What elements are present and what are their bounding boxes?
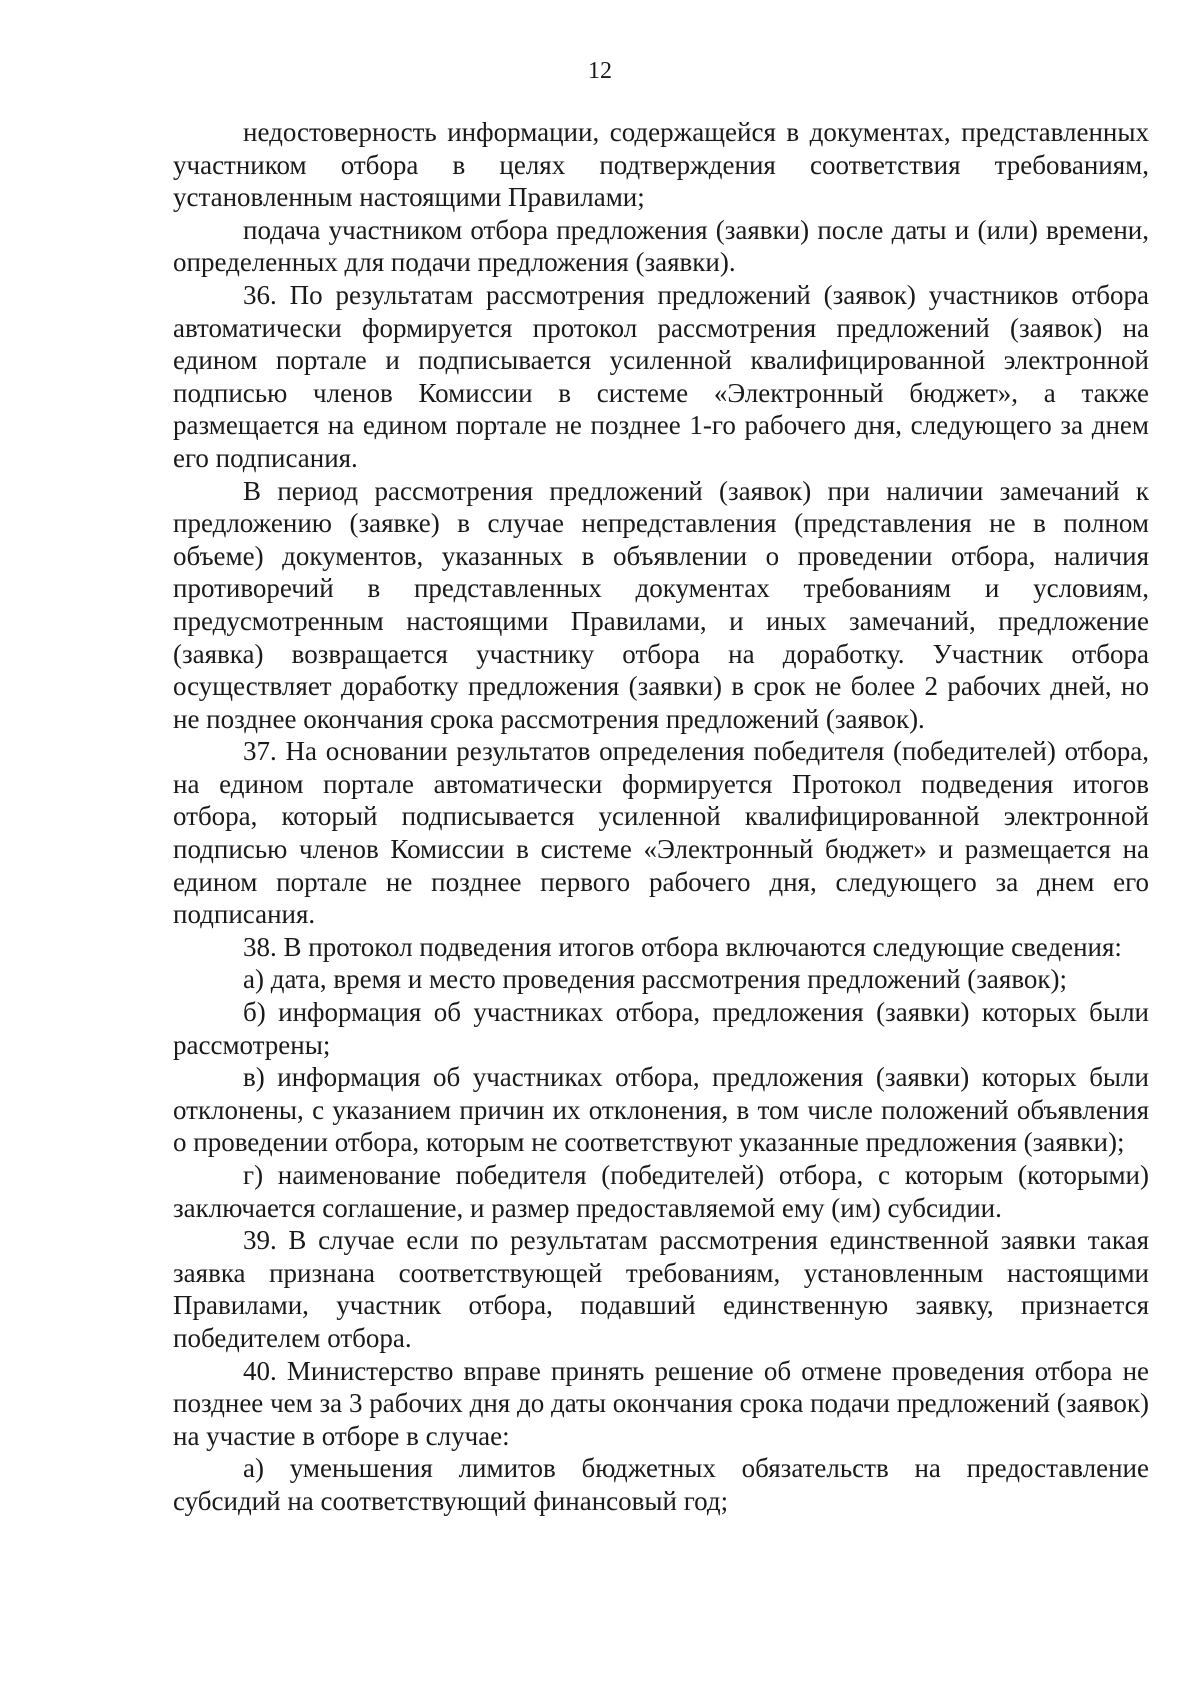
list-item-38-v: в) информация об участниках отбора, предложения (заявки) которых были отклонены, с указанием причин их отклонения, в том числе положений объявления о проведении отбора, которым не соответствуют указанные предложения (заявки); (173, 1062, 1149, 1158)
paragraph-36: 36. По результатам рассмотрения предложений (заявок) участников отбора автоматически формируется протокол рассмотрения предложений (заявок) на едином портале и подписывается усиленной квалифицированной электронной подписью членов Комиссии в системе «Электронный бюджет», а также размещается на едином портале не позднее 1-го рабочего дня, следующего за днем его подписания. (173, 279, 1149, 473)
paragraph-unreliable-information: недостоверность информации, содержащейся в документах, представленных участником отбора в целях подтверждения соответствия требованиям, установленным настоящими Правилами; (173, 117, 1149, 213)
paragraph-38: 38. В протокол подведения итогов отбора включаются следующие сведения: (243, 931, 1122, 962)
paragraph-late-submission: подача участником отбора предложения (заявки) после даты и (или) времени, определенных для подачи предложения (заявки). (173, 214, 1149, 278)
list-item-38-b: б) информация об участниках отбора, предложения (заявки) которых были рассмотрены; (173, 997, 1149, 1060)
list-item-38-g: г) наименование победителя (победителей) отбора, с которым (которыми) заключается соглашение, и размер предоставляемой ему (им) субсидии. (173, 1160, 1149, 1223)
list-item-40-a: а) уменьшения лимитов бюджетных обязательств на предоставление субсидий на соответствующий финансовый год; (173, 1453, 1149, 1516)
page-number: 12 (588, 58, 612, 84)
paragraph-39: 39. В случае если по результатам рассмотрения единственной заявки такая заявка признана соответствующей требованиям, установленным настоящими Правилами, участник отбора, подавший единственную заявку, признается победителем отбора. (173, 1225, 1149, 1353)
document-body (173, 116, 1149, 1518)
list-item-38-a: а) дата, время и место проведения рассмотрения предложений (заявок); (243, 964, 1068, 995)
paragraph-37: 37. На основании результатов определения победителя (победителей) отбора, на едином портале автоматически формируется Протокол подведения итогов отбора, который подписывается усиленной квалифицированной электронной подписью членов Комиссии в системе «Электронный бюджет» и размещается на едином портале не позднее первого рабочего дня, следующего за днем его подписания. (173, 736, 1149, 930)
paragraph-40: 40. Министерство вправе принять решение об отмене проведения отбора не позднее чем за 3 рабочих дня до даты окончания срока подачи предложений (заявок) на участие в отборе в случае: (173, 1355, 1149, 1451)
paragraph-36-remarks: В период рассмотрения предложений (заявок) при наличии замечаний к предложению (заявке) в случае непредставления (представления не в полном объеме) документов, указанных в объявлении о проведении отбора, наличия противоречий в представленных документах требованиям и условиям, предусмотренным настоящими Правилами, и иных замечаний, предложение (заявка) возвращается участнику отбора на доработку. Участник отбора осуществляет доработку предложения (заявки) в срок не более 2 рабочих дней, но не позднее окончания срока рассмотрения предложений (заявок). (173, 475, 1149, 734)
